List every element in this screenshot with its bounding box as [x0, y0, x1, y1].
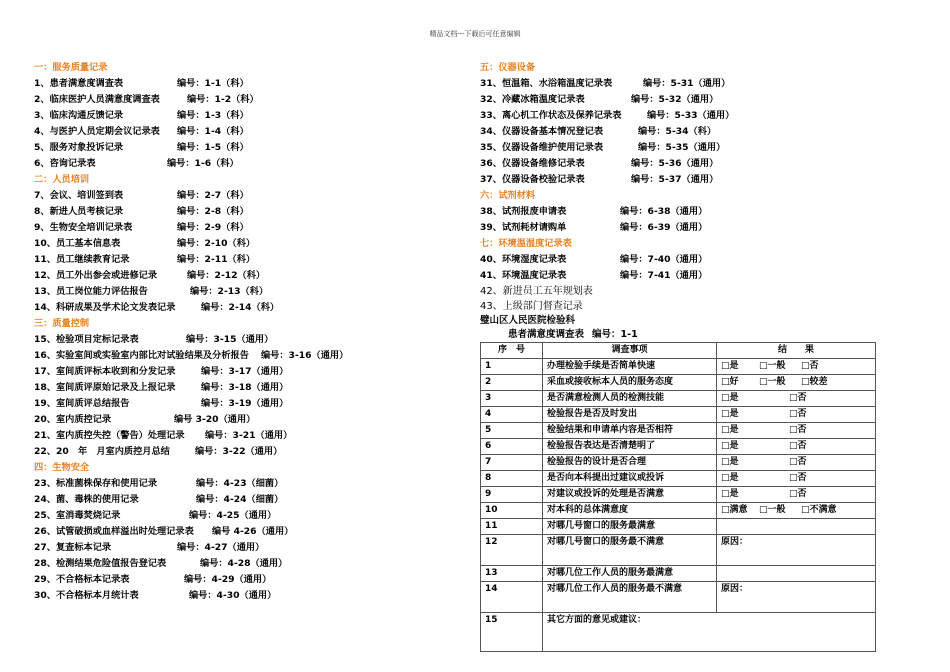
record-name: 5、服务对象投诉记录	[34, 142, 124, 153]
record-code: 编号：4-29（通用）	[184, 574, 272, 585]
row-question: 对哪几位工作人员的服务最不满意	[543, 582, 717, 613]
survey-row	[481, 439, 876, 455]
row-answer	[717, 359, 876, 375]
record-code: 编号：5-36（通用）	[631, 158, 719, 169]
record-item	[34, 332, 464, 348]
record-code: 编号：6-38（通用）	[620, 206, 708, 217]
record-name: 3、临床沟通反馈记录	[34, 110, 124, 121]
row-question: 是否向本科提出过建议或投诉	[543, 471, 717, 487]
record-name: 23、标准菌株保存和使用记录	[34, 478, 158, 489]
record-item	[34, 444, 464, 460]
record-code: 编号：3-21（通用）	[205, 430, 293, 441]
survey-code: 编号：1-1	[592, 329, 638, 340]
record-item	[34, 524, 464, 540]
record-list-right	[480, 60, 890, 652]
record-code: 编号：7-41（通用）	[620, 270, 708, 281]
checkbox-option[interactable]: □一般	[759, 505, 786, 515]
record-name: 13、员工岗位能力评估报告	[34, 286, 148, 297]
checkbox-option[interactable]: □否	[789, 425, 807, 435]
record-item	[480, 140, 890, 156]
survey-row	[481, 423, 876, 439]
row-question: 检验报告的设计是否合理	[543, 455, 717, 471]
survey-row	[481, 407, 876, 423]
section-title: 六：试剂材料	[480, 190, 536, 201]
row-answer	[717, 503, 876, 519]
record-item	[34, 252, 464, 268]
row-number: 2	[481, 375, 543, 391]
record-item	[34, 220, 464, 236]
checkbox-option[interactable]: □是	[721, 409, 739, 419]
section-heading	[34, 460, 464, 476]
checkbox-option[interactable]: □是	[721, 473, 739, 483]
record-code: 编号：5-37（通用）	[631, 174, 719, 185]
record-code: 编号：1-3（科）	[177, 110, 249, 121]
record-code: 编号：4-30（通用）	[189, 590, 277, 601]
record-item	[34, 268, 464, 284]
record-item	[480, 108, 890, 124]
record-name: 42、新进员工五年规划表	[480, 286, 593, 297]
row-number: 10	[481, 503, 543, 519]
record-name: 12、员工外出参会或进修记录	[34, 270, 158, 281]
reason-label: 原因：	[721, 537, 749, 547]
record-code: 编号：6-39（通用）	[620, 222, 708, 233]
record-item	[480, 284, 890, 299]
row-question: 采血或接收标本人员的服务态度	[543, 375, 717, 391]
row-answer	[717, 566, 876, 582]
record-item	[34, 508, 464, 524]
survey-row	[481, 455, 876, 471]
record-name: 19、室间质评总结报告	[34, 398, 130, 409]
row-question: 对哪几位工作人员的服务最满意	[543, 566, 717, 582]
section-title: 四：生物安全	[34, 462, 90, 473]
checkbox-option[interactable]: □是	[721, 489, 739, 499]
record-code: 编号：5-35（通用）	[638, 142, 726, 153]
row-answer	[717, 582, 876, 613]
record-item	[34, 140, 464, 156]
survey-title-line	[480, 328, 890, 342]
record-item	[480, 252, 890, 268]
checkbox-option[interactable]: □不满意	[801, 505, 837, 515]
record-name: 1、患者满意度调查表	[34, 78, 124, 89]
record-code: 编号：2-8（科）	[177, 206, 249, 217]
record-name: 11、员工继续教育记录	[34, 254, 130, 265]
record-item	[34, 188, 464, 204]
survey-row	[481, 503, 876, 519]
record-code: 编号：2-9（科）	[177, 222, 249, 233]
row-number: 8	[481, 471, 543, 487]
record-code: 编号：5-31（通用）	[643, 78, 731, 89]
row-answer	[717, 375, 876, 391]
record-code: 编号：4-27（通用）	[177, 542, 265, 553]
row-number: 12	[481, 535, 543, 566]
record-code: 编号：3-22（通用）	[195, 446, 283, 457]
survey-row	[481, 391, 876, 407]
record-name: 37、仪器设备校验记录表	[480, 174, 585, 185]
survey-title: 患者满意度调查表	[508, 329, 585, 340]
row-number: 1	[481, 359, 543, 375]
row-answer	[717, 439, 876, 455]
record-item	[480, 220, 890, 236]
row-answer	[717, 487, 876, 503]
record-code: 编号 3-20（通用）	[174, 414, 256, 425]
record-item	[480, 172, 890, 188]
record-name: 34、仪器设备基本情况登记表	[480, 126, 604, 137]
record-item	[34, 412, 464, 428]
record-name: 25、室消毒焚烧记录	[34, 510, 121, 521]
record-name: 10、员工基本信息表	[34, 238, 121, 249]
survey-org: 璧山区人民医院检验科	[480, 315, 576, 326]
survey-row	[481, 359, 876, 375]
section-heading	[480, 236, 890, 252]
record-name: 35、仪器设备维护使用记录表	[480, 142, 604, 153]
record-name: 27、复查标本记录	[34, 542, 112, 553]
checkbox-option[interactable]: □否	[789, 393, 807, 403]
record-code: 编号：2-7（科）	[177, 190, 249, 201]
record-item	[34, 108, 464, 124]
survey-row	[481, 613, 876, 652]
checkbox-option[interactable]: □好	[721, 377, 739, 387]
record-code: 编号 4-26（通用）	[212, 526, 294, 537]
checkbox-option[interactable]: □是	[721, 425, 739, 435]
record-code: 编号：2-13（科）	[190, 286, 269, 297]
record-name: 40、环境湿度记录表	[480, 254, 567, 265]
record-name: 7、会议、培训签到表	[34, 190, 124, 201]
record-name: 39、试剂耗材请购单	[480, 222, 567, 233]
record-item	[34, 284, 464, 300]
record-code: 编号：1-1（科）	[177, 78, 249, 89]
section-title: 五：仪器设备	[480, 62, 536, 73]
record-name: 32、冷藏冰箱温度记录表	[480, 94, 585, 105]
survey-row	[481, 375, 876, 391]
record-item	[34, 588, 464, 604]
row-number: 4	[481, 407, 543, 423]
record-name: 2、临床医护人员满意度调查表	[34, 94, 160, 105]
record-code: 编号：5-33（通用）	[647, 110, 735, 121]
checkbox-option[interactable]: □一般	[759, 361, 786, 371]
record-name: 9、生物安全培训记录表	[34, 222, 133, 233]
row-answer	[717, 391, 876, 407]
header-no: 序 号	[481, 343, 543, 359]
record-item	[480, 76, 890, 92]
survey-row	[481, 519, 876, 535]
record-name: 15、检验项目定标记录表	[34, 334, 139, 345]
section-heading	[34, 316, 464, 332]
checkbox-option[interactable]: □是	[721, 361, 739, 371]
row-question: 对哪几号窗口的服务最满意	[543, 519, 717, 535]
record-name: 14、科研成果及学术论文发表记录	[34, 302, 176, 313]
record-code: 编号：1-5（科）	[177, 142, 249, 153]
record-code: 编号：5-34（科）	[638, 126, 717, 137]
survey-row	[481, 582, 876, 613]
row-question: 检验结果和申请单内容是否相符	[543, 423, 717, 439]
record-code: 编号：3-19（通用）	[201, 398, 289, 409]
row-number: 6	[481, 439, 543, 455]
record-code: 编号：2-10（科）	[177, 238, 256, 249]
record-code: 编号：2-12（科）	[187, 270, 266, 281]
record-item	[34, 476, 464, 492]
record-item	[480, 204, 890, 220]
record-item	[34, 380, 464, 396]
checkbox-option[interactable]: □否	[789, 473, 807, 483]
checkbox-option[interactable]: □否	[789, 441, 807, 451]
record-code: 编号：4-24（细菌）	[196, 494, 284, 505]
section-title: 七：环境温湿度记录表	[480, 238, 572, 249]
row-number: 9	[481, 487, 543, 503]
row-question: 对建议或投诉的处理是否满意	[543, 487, 717, 503]
record-name: 17、室间质评标本收到和分发记录	[34, 366, 176, 377]
row-number: 13	[481, 566, 543, 582]
checkbox-option[interactable]: □是	[721, 393, 739, 403]
row-answer	[717, 455, 876, 471]
checkbox-option[interactable]: □一般	[759, 377, 786, 387]
row-number: 15	[481, 613, 543, 652]
section-title: 一：服务质量记录	[34, 62, 108, 73]
survey-row	[481, 471, 876, 487]
record-item	[34, 364, 464, 380]
record-code: 编号：2-14（科）	[201, 302, 280, 313]
record-name: 24、菌、毒株的使用记录	[34, 494, 139, 505]
record-item	[34, 556, 464, 572]
record-name: 41、环境温度记录表	[480, 270, 567, 281]
record-name: 38、试剂报废申请表	[480, 206, 567, 217]
row-number: 3	[481, 391, 543, 407]
record-code: 编号：3-16（通用）	[261, 350, 349, 361]
row-question: 对本科的总体满意度	[543, 503, 717, 519]
row-answer	[717, 519, 876, 535]
row-answer	[717, 423, 876, 439]
row-question: 是否满意检测人员的检测技能	[543, 391, 717, 407]
record-name: 33、离心机工作状态及保养记录表	[480, 110, 622, 121]
header-note: 精品文档---下载后可任意编辑	[429, 30, 521, 38]
record-item	[480, 92, 890, 108]
record-name: 22、20 年 月室内质控月总结	[34, 446, 170, 457]
section-title: 三：质量控制	[34, 318, 90, 329]
record-item	[34, 348, 464, 364]
section-heading	[480, 60, 890, 76]
record-name: 20、室内质控记录	[34, 414, 112, 425]
record-name: 8、新进人员考核记录	[34, 206, 124, 217]
record-code: 编号：1-6（科）	[167, 158, 239, 169]
record-name: 30、不合格标本月统计表	[34, 590, 139, 601]
record-item	[34, 124, 464, 140]
record-item	[34, 156, 464, 172]
row-number: 7	[481, 455, 543, 471]
record-list-left	[34, 60, 464, 604]
record-item	[480, 268, 890, 284]
record-name: 21、室内质控失控（警告）处理记录	[34, 430, 185, 441]
header-result: 结 果	[717, 343, 876, 359]
checkbox-option[interactable]: □是	[721, 457, 739, 467]
checkbox-option[interactable]: □否	[789, 457, 807, 467]
row-question: 其它方面的意见或建议：	[543, 613, 876, 652]
record-item	[34, 204, 464, 220]
checkbox-option[interactable]: □否	[789, 489, 807, 499]
survey-row	[481, 535, 876, 566]
record-code: 编号：4-23（细菌）	[196, 478, 284, 489]
record-item	[34, 428, 464, 444]
row-question: 检验报告是否及时发出	[543, 407, 717, 423]
checkbox-option[interactable]: □否	[801, 361, 819, 371]
record-name: 28、检测结果危险值报告登记表	[34, 558, 167, 569]
record-item	[34, 236, 464, 252]
record-name: 16、实验室间或实验室内部比对试验结果及分析报告	[34, 350, 249, 361]
record-code: 编号：2-11（科）	[177, 254, 256, 265]
checkbox-option[interactable]: □是	[721, 441, 739, 451]
record-item	[34, 92, 464, 108]
record-name: 31、恒温箱、水浴箱温度记录表	[480, 78, 613, 89]
row-number: 14	[481, 582, 543, 613]
row-number: 11	[481, 519, 543, 535]
record-item	[480, 156, 890, 172]
section-title: 二：人员培训	[34, 174, 90, 185]
record-name: 6、咨询记录表	[34, 158, 96, 169]
record-name: 29、不合格标本记录表	[34, 574, 130, 585]
header-item: 调查事项	[543, 343, 717, 359]
record-item	[34, 396, 464, 412]
record-code: 编号：4-25（通用）	[189, 510, 277, 521]
record-item	[34, 76, 464, 92]
record-item	[34, 572, 464, 588]
row-answer	[717, 407, 876, 423]
row-question: 办理检验手续是否简单快速	[543, 359, 717, 375]
survey-row	[481, 487, 876, 503]
record-code: 编号：4-28（通用）	[200, 558, 288, 569]
checkbox-option[interactable]: □较差	[801, 377, 828, 387]
record-name: 26、试管破损或血样溢出时处理记录表	[34, 526, 194, 537]
section-heading	[34, 172, 464, 188]
record-item	[34, 540, 464, 556]
reason-label: 原因：	[721, 584, 749, 594]
row-question: 对哪几号窗口的服务最不满意	[543, 535, 717, 566]
record-item	[34, 492, 464, 508]
row-question: 检验报告表达是否清楚明了	[543, 439, 717, 455]
row-answer	[717, 471, 876, 487]
record-name: 36、仪器设备维修记录表	[480, 158, 585, 169]
section-heading	[480, 188, 890, 204]
record-name: 18、室间质评原始记录及上报记录	[34, 382, 176, 393]
record-code: 编号：1-4（科）	[177, 126, 249, 137]
record-name: 43、上级部门督查记录	[480, 301, 583, 312]
record-item	[480, 124, 890, 140]
record-code: 编号：3-18（通用）	[201, 382, 289, 393]
survey-row	[481, 566, 876, 582]
row-number: 5	[481, 423, 543, 439]
survey-table	[480, 342, 876, 652]
record-code: 编号：3-15（通用）	[186, 334, 274, 345]
section-heading	[34, 60, 464, 76]
record-code: 编号：3-17（通用）	[201, 366, 289, 377]
record-name: 4、与医护人员定期会议记录表	[34, 126, 160, 137]
survey-header-row	[481, 343, 876, 359]
record-code: 编号：5-32（通用）	[631, 94, 719, 105]
row-answer	[717, 535, 876, 566]
record-item	[34, 300, 464, 316]
checkbox-option[interactable]: □否	[789, 409, 807, 419]
record-item	[480, 299, 890, 314]
checkbox-option[interactable]: □满意	[721, 505, 748, 515]
record-code: 编号：7-40（通用）	[620, 254, 708, 265]
record-code: 编号：1-2（科）	[187, 94, 259, 105]
